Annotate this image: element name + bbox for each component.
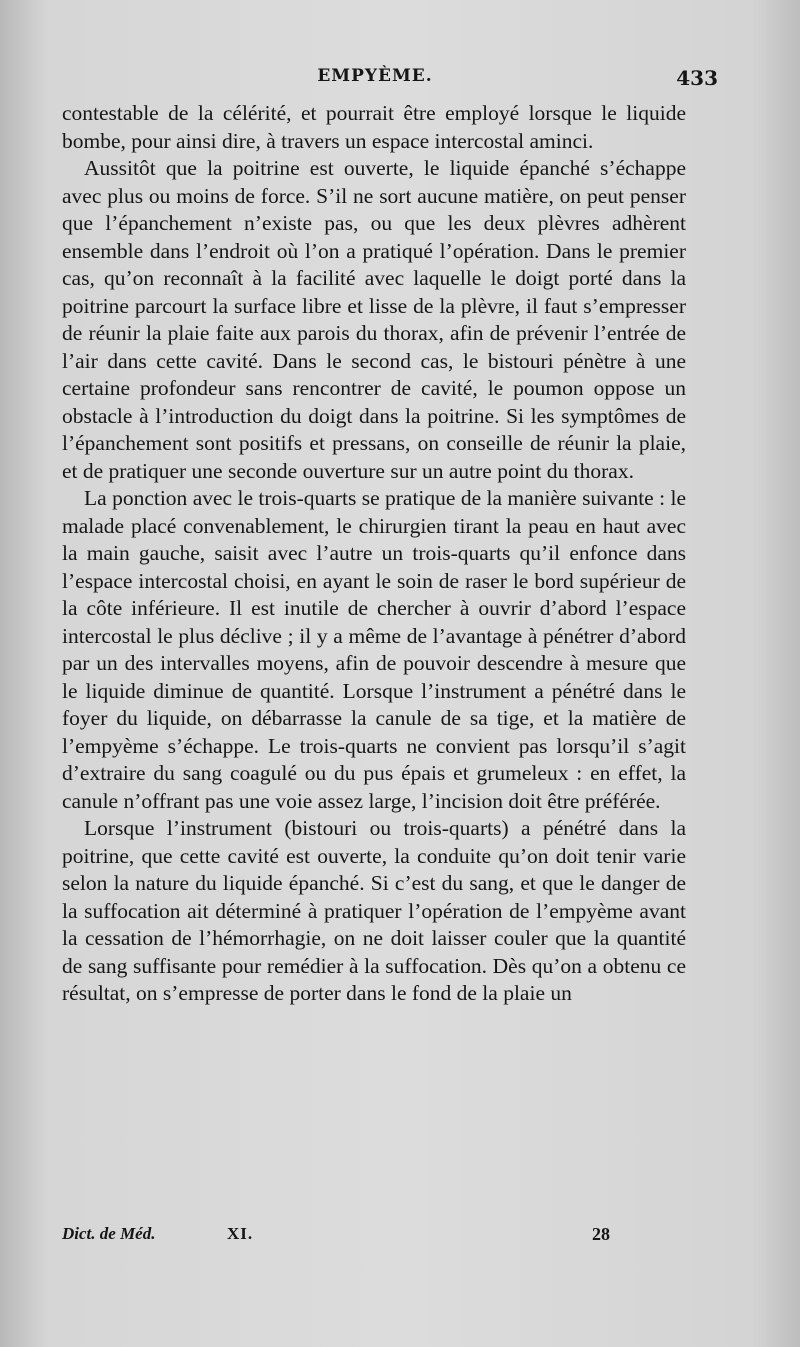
page-number: 433 [676,66,718,90]
page-header [62,66,718,92]
paragraph-continuation: contestable de la célérité, et pourrait être employé lorsque le liquide bombe, pour ainsi dire, à travers un espace intercostal aminci. [62,101,686,153]
footer-volume: XI. [227,1224,254,1243]
paragraph: Aussitôt que la poitrine est ouverte, le liquide épanché s’échappe avec plus ou moins de force. S’il ne sort aucune matière, on peut penser que l’épanchement n’existe pas, ou que les deux plèvres adhèrent ensemble dans l’endroit où l’on a pratiqué l’opération. Dans le premier cas, qu’on reconnaît à la facilité avec laquelle le doigt porté dans la poitrine parcourt la surface libre et lisse de la plèvre, il faut s’empresser de réunir la plaie faite aux parois du thorax, afin de prévenir l’entrée de l’air dans cette cavité. Dans le second cas, le bistouri pénètre à une certaine profondeur sans rencontrer de cavité, le poumon oppose un obstacle à l’introduction du doigt dans la poitrine. Si les symptômes de l’épanchement sont positifs et pressans, on conseille de réunir la plaie, et de pratiquer une seconde ouverture sur un autre point du thorax. [62,156,686,483]
page-footer [62,1224,688,1250]
running-title: EMPYÈME. [317,66,433,86]
body-text [62,100,686,1008]
paragraph: La ponction avec le trois-quarts se pratique de la manière suivante : le malade placé convenablement, le chirurgien tirant la peau en haut avec la main gauche, saisit avec l’autre un trois-quarts qu’il enfonce dans l’espace intercostal choisi, en ayant le soin de raser le bord supérieur de la côte inférieure. Il est inutile de chercher à ouvrir d’abord l’espace intercostal le plus déclive ; il y a même de l’avantage à pénétrer d’abord par un des intervalles moyens, afin de pouvoir descendre à mesure que le liquide diminue de quantité. Lorsque l’instrument a pénétré dans le foyer du liquide, on débarrasse la canule de sa tige, et la matière de l’empyème s’échappe. Le trois-quarts ne convient pas lorsqu’il s’agit d’extraire du sang coagulé ou du pus épais et grumeleux : en effet, la canule n’offrant pas une voie assez large, l’incision doit être préférée. [62,486,686,813]
footer-source: Dict. de Méd. [62,1224,156,1243]
paragraph: Lorsque l’instrument (bistouri ou trois-quarts) a pénétré dans la poitrine, que cette cavité est ouverte, la conduite qu’on doit tenir varie selon la nature du liquide épanché. Si c’est du sang, et que le danger de la suffocation ait déterminé à pratiquer l’opération de l’empyème avant la cessation de l’hémorrhagie, on ne doit laisser couler que la quantité de sang suffisante pour remédier à la suffocation. Dès qu’on a obtenu ce résultat, on s’empresse de porter dans le fond de la plaie un [62,816,686,1005]
signature-mark: 28 [592,1224,610,1244]
